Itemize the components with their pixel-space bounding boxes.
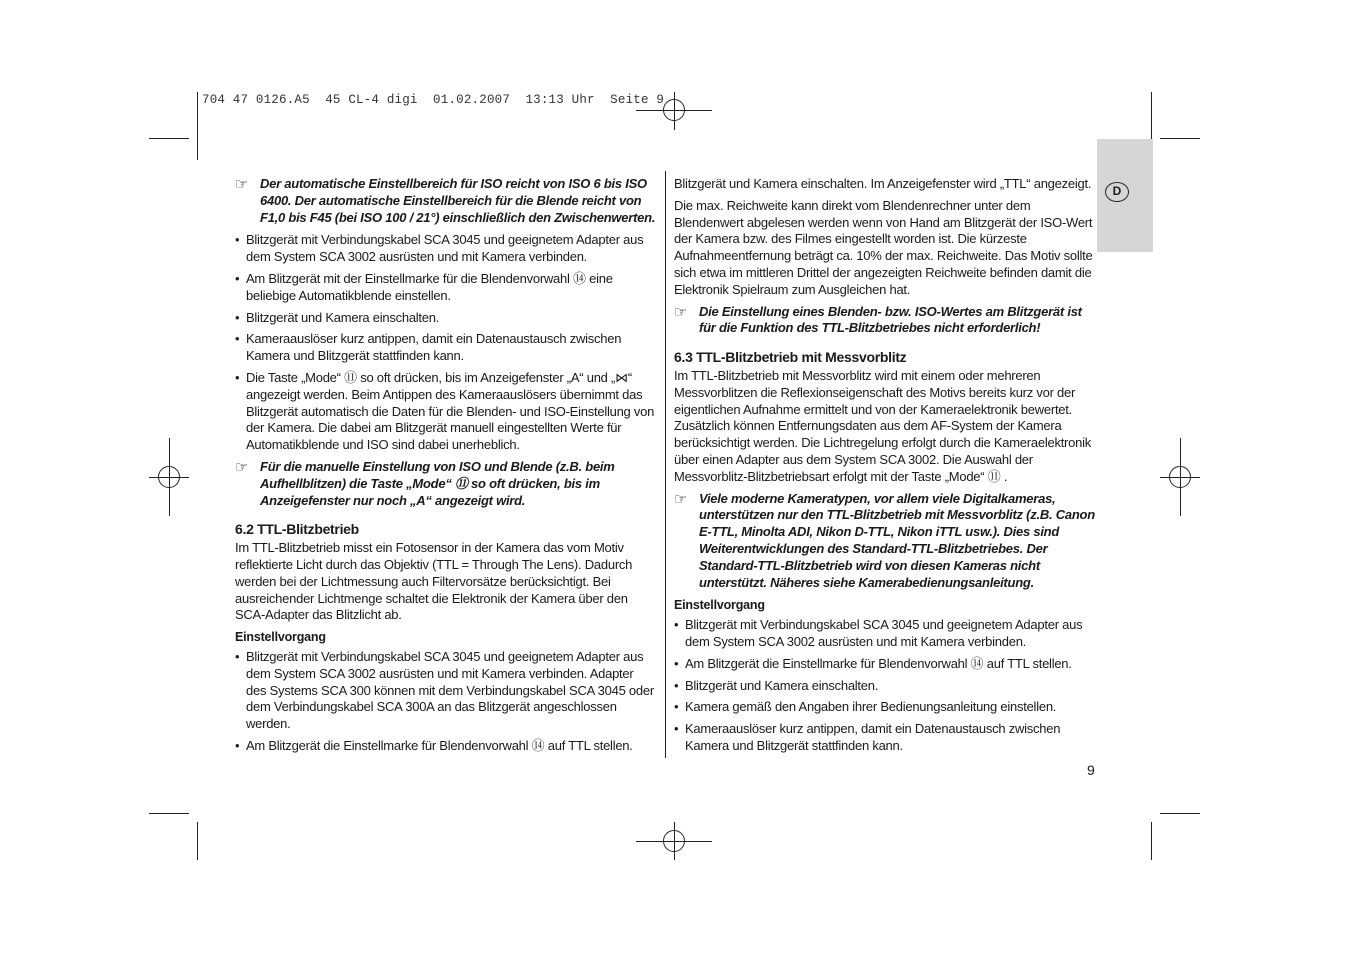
list-item: • Am Blitzgerät die Einstellmarke für Blendenvorwahl ⑭ auf TTL stellen. <box>235 737 633 753</box>
section-heading-6-3: 6.3 TTL-Blitzbetrieb mit Messvorblitz <box>674 349 907 366</box>
note-text: Die Einstellung eines Blenden- bzw. ISO-Wertes am Blitzgerät ist für die Funktion des TTL-Blitzbetriebes nicht erforderlich! <box>699 303 1082 336</box>
bullet-icon: • <box>235 737 240 753</box>
page-number: 9 <box>1087 762 1095 778</box>
list-item: • Kamera gemäß den Angaben ihrer Bedienungsanleitung einstellen. <box>674 699 1057 715</box>
bullet-icon: • <box>235 309 240 325</box>
registration-line-right-v <box>1180 438 1181 516</box>
subheading-einstellvorgang: Einstellvorgang <box>674 598 765 613</box>
note-manual-iso <box>235 459 657 509</box>
right-column <box>674 176 1096 760</box>
crop-mark-br-v <box>1151 822 1152 860</box>
section-paragraph: Im TTL-Blitzbetrieb misst ein Fotosensor in der Kamera das vom Motiv reflektierte Licht durch das Objektiv (TTL = Through The Lens). Dadurch werden bei der Lichtmessung auch Filtervorsätze berücksichtigt. Bei ausreichender Lichtmenge schaltet die Elektronik der Kamera über den SCA-Adapter das Blitzlicht ab. <box>235 540 633 623</box>
bullet-icon: • <box>235 369 240 385</box>
bullet-list <box>235 649 657 755</box>
note-text: Der automatische Einstellbereich für ISO reicht von ISO 6 bis ISO 6400. Der automatische Einstellbereich für die Blende reicht von F1,0 bis F45 (bei ISO 100 / 21°) einschließlich den Zwischenwerten. <box>260 176 656 225</box>
bullet-icon: • <box>674 699 679 715</box>
pointing-hand-icon: ☞ <box>674 303 688 321</box>
note-text: Für die manuelle Einstellung von ISO und Blende (z.B. beim Aufhellblitzen) die Taste „Mode“ ⑪ so oft drücken, bis im Anzeigefenster nur noch „A“ angezeigt wird. <box>260 458 615 508</box>
pointing-hand-icon: ☞ <box>235 458 249 476</box>
list-item: • Blitzgerät mit Verbindungskabel SCA 3045 und geeignetem Adapter aus dem System SCA 3002 ausrüsten und mit Kamera verbinden. Adapter des Systems SCA 300 können mit dem Verbindungskabel SCA 3045 oder dem Verbindungskabel SCA 300A an das Blitzgerät angeschlossen werden. <box>235 648 654 732</box>
crop-mark-br-h <box>1160 813 1200 814</box>
section-heading-6-2: 6.2 TTL-Blitzbetrieb <box>235 521 359 538</box>
bullet-list <box>674 617 1096 755</box>
language-tab-label: D <box>1105 182 1129 202</box>
crop-mark-bl-h <box>149 813 189 814</box>
list-item: • Blitzgerät mit Verbindungskabel SCA 3045 und geeignetem Adapter aus dem System SCA 3002 ausrüsten und mit Kamera verbinden. <box>235 232 644 265</box>
column-divider <box>665 171 666 758</box>
note-aperture-setting <box>674 304 1096 338</box>
list-item: • Am Blitzgerät die Einstellmarke für Blendenvorwahl ⑭ auf TTL stellen. <box>674 655 1072 671</box>
list-item: • Am Blitzgerät mit der Einstellmarke für die Blendenvorwahl ⑭ eine beliebige Automatikblende einstellen. <box>235 270 613 303</box>
crop-mark-tl-v <box>197 92 198 160</box>
printer-slug-line: 704 47 0126.A5 45 CL-4 digi 01.02.2007 13:13 Uhr Seite 9 <box>202 93 665 107</box>
left-column <box>235 176 657 760</box>
list-item: • Die Taste „Mode“ ⑪ so oft drücken, bis im Anzeigefenster „A“ und „⋈“ angezeigt werden. Beim Antippen des Kameraauslösers übernimmt das Blitzgerät automatisch die Daten für die Blenden- und ISO-Einstellung von der Kamera. Die dabei am Blitzgerät manuell eingestellten Werte für Automatikblende und ISO sind dabei unerheblich. <box>235 369 655 453</box>
bullet-icon: • <box>674 677 679 693</box>
list-item: • Blitzgerät und Kamera einschalten. <box>235 309 440 325</box>
section-paragraph: Im TTL-Blitzbetrieb mit Messvorblitz wird mit einem oder mehreren Messvorblitzen die Reflexionseigenschaft des Motivs bereits kurz vor der eigentlichen Aufnahme ermittelt und von der Kameraelektronik bewertet. Zusätzlich können Entfernungsdaten aus dem AF-System der Kamera berücksichtigt werden. Die Lichtregelung erfolgt durch die Kameraelektronik über einen Adapter aus dem System SCA 3002. Die Auswahl der Messvorblitz-Blitzbetriebsart erfolgt mit der Taste „Mode“ ⑪ . <box>674 367 1091 484</box>
note-iso-range <box>235 176 657 226</box>
bullet-icon: • <box>235 232 240 248</box>
bullet-list <box>235 232 657 454</box>
paragraph: Blitzgerät und Kamera einschalten. Im Anzeigefenster wird „TTL“ angezeigt. <box>674 176 1092 191</box>
bullet-icon: • <box>674 655 679 671</box>
registration-line-bottom-v <box>674 822 675 860</box>
registration-line-top-v <box>674 92 675 130</box>
registration-line-left-v <box>169 438 170 516</box>
bullet-icon: • <box>235 331 240 347</box>
note-modern-cameras <box>674 491 1096 592</box>
list-item: • Kameraauslöser kurz antippen, damit ein Datenaustausch zwischen Kamera und Blitzgerät stattfinden kann. <box>235 331 622 364</box>
crop-mark-tl-h <box>149 138 189 139</box>
crop-mark-tr-h <box>1160 138 1200 139</box>
crop-mark-bl-v <box>197 822 198 860</box>
bullet-icon: • <box>674 617 679 633</box>
note-text: Viele moderne Kameratypen, vor allem viele Digitalkameras, unterstützen nur den TTL-Blitzbetrieb mit Messvorblitz (z.B. Canon E-TTL, Minolta ADI, Nikon D-TTL, Nikon iTTL usw.). Dies sind Weiterentwicklungen des Standard-TTL-Blitzbetriebes. Der Standard-TTL-Blitzbetrieb wird von diesen Kameras nicht unterstützt. Näheres siehe Kamerabedienungsanleitung. <box>699 490 1095 590</box>
pointing-hand-icon: ☞ <box>674 490 688 508</box>
bullet-icon: • <box>235 270 240 286</box>
paragraph: Die max. Reichweite kann direkt vom Blendenrechner unter dem Blendenwert abgelesen werden wenn von Hand am Blitzgerät der ISO-Wert der Kamera bzw. des Filmes eingestellt worden ist. Die kürzeste Aufnahmeentfernung beträgt ca. 10% der max. Reichweite. Das Motiv sollte sich etwa im mittleren Drittel der angezeigten Reichweite befinden damit die Elektronik Spielraum zum Ausgleichen hat. <box>674 197 1093 297</box>
subheading-einstellvorgang: Einstellvorgang <box>235 630 326 645</box>
list-item: • Blitzgerät mit Verbindungskabel SCA 3045 und geeignetem Adapter aus dem System SCA 3002 ausrüsten und mit Kamera verbinden. <box>674 617 1083 649</box>
bullet-icon: • <box>235 648 240 664</box>
list-item: • Blitzgerät und Kamera einschalten. <box>674 677 879 693</box>
list-item: • Kameraauslöser kurz antippen, damit ein Datenaustausch zwischen Kamera und Blitzgerät stattfinden kann. <box>674 721 1061 753</box>
pointing-hand-icon: ☞ <box>235 176 249 193</box>
bullet-icon: • <box>674 721 679 737</box>
